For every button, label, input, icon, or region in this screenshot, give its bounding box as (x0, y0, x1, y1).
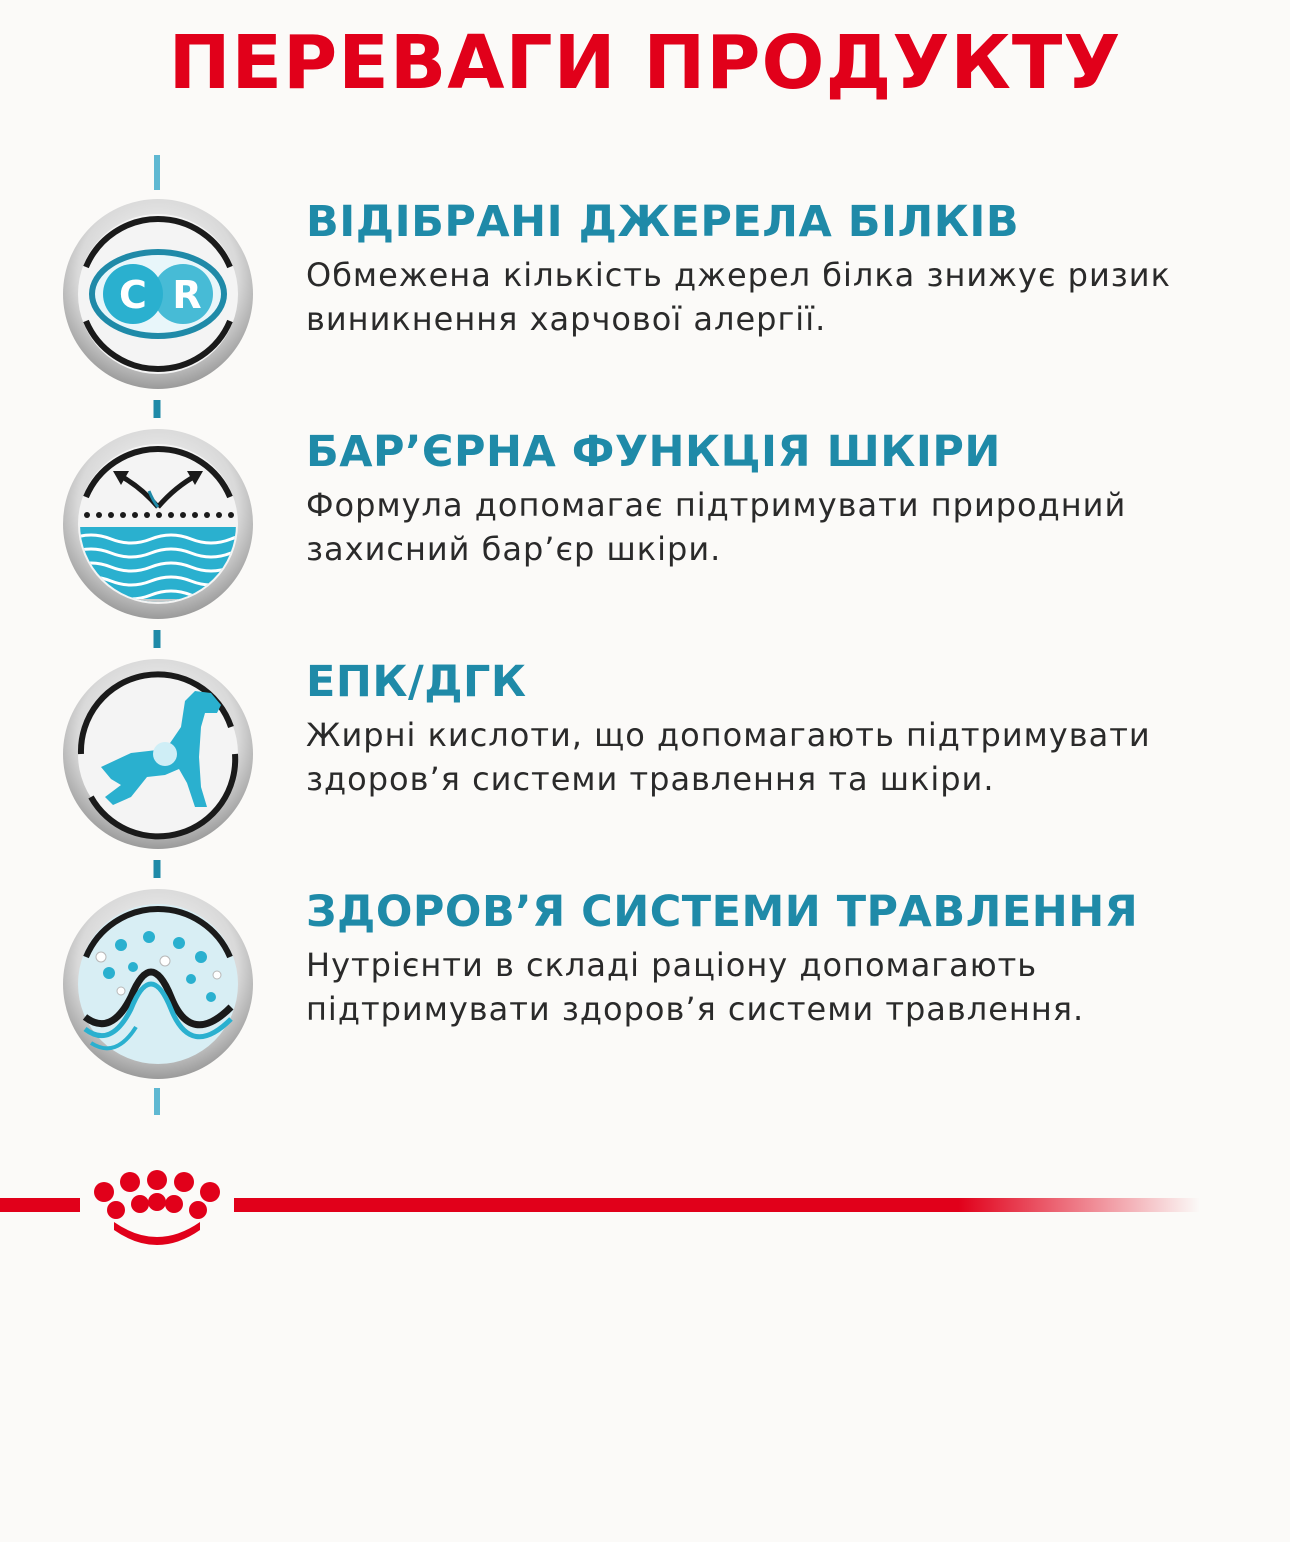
feature-protein (0, 197, 1290, 427)
feature-skin-barrier (0, 427, 1290, 657)
feature-heading: ЗДОРОВ’Я СИСТЕМИ ТРАВЛЕННЯ (306, 887, 1139, 937)
feature-description-line: здоров’я системи травлення та шкіри. (306, 760, 995, 798)
feature-heading: БАР’ЄРНА ФУНКЦІЯ ШКІРИ (306, 427, 1001, 477)
feature-description-line: виникнення харчової алергії. (306, 300, 827, 338)
icon-letter-r: R (172, 273, 202, 317)
protein-sources-icon (61, 197, 255, 391)
skin-barrier-icon (61, 427, 255, 621)
brand-footer (0, 1160, 1290, 1250)
feature-epa-dha (0, 657, 1290, 887)
feature-description-line: підтримувати здоров’я системи травлення. (306, 990, 1085, 1028)
royal-crown-logo (94, 1170, 220, 1245)
feature-description-line: захисний бар’єр шкіри. (306, 530, 722, 568)
digestive-health-icon (61, 887, 255, 1081)
feature-description (306, 253, 1206, 341)
feature-description-line: Жирні кислоти, що допомагають підтримувати (306, 716, 1151, 754)
feature-description-line: Формула допомагає підтримувати природний (306, 486, 1127, 524)
feature-description (306, 483, 1206, 571)
feature-description-line: Нутрієнти в складі раціону допомагають (306, 946, 1038, 984)
feature-description-line: Обмежена кількість джерел білка знижує ризик (306, 256, 1171, 294)
page-title: ПЕРЕВАГИ ПРОДУКТУ (168, 20, 1122, 106)
feature-digestive (0, 887, 1290, 1117)
dog-icon (61, 657, 255, 851)
feature-description (306, 943, 1206, 1031)
icon-letter-c: C (119, 273, 147, 317)
feature-description (306, 713, 1206, 801)
feature-heading: ВІДІБРАНІ ДЖЕРЕЛА БІЛКІВ (306, 197, 1020, 247)
feature-heading: ЕПК/ДГК (306, 657, 527, 707)
